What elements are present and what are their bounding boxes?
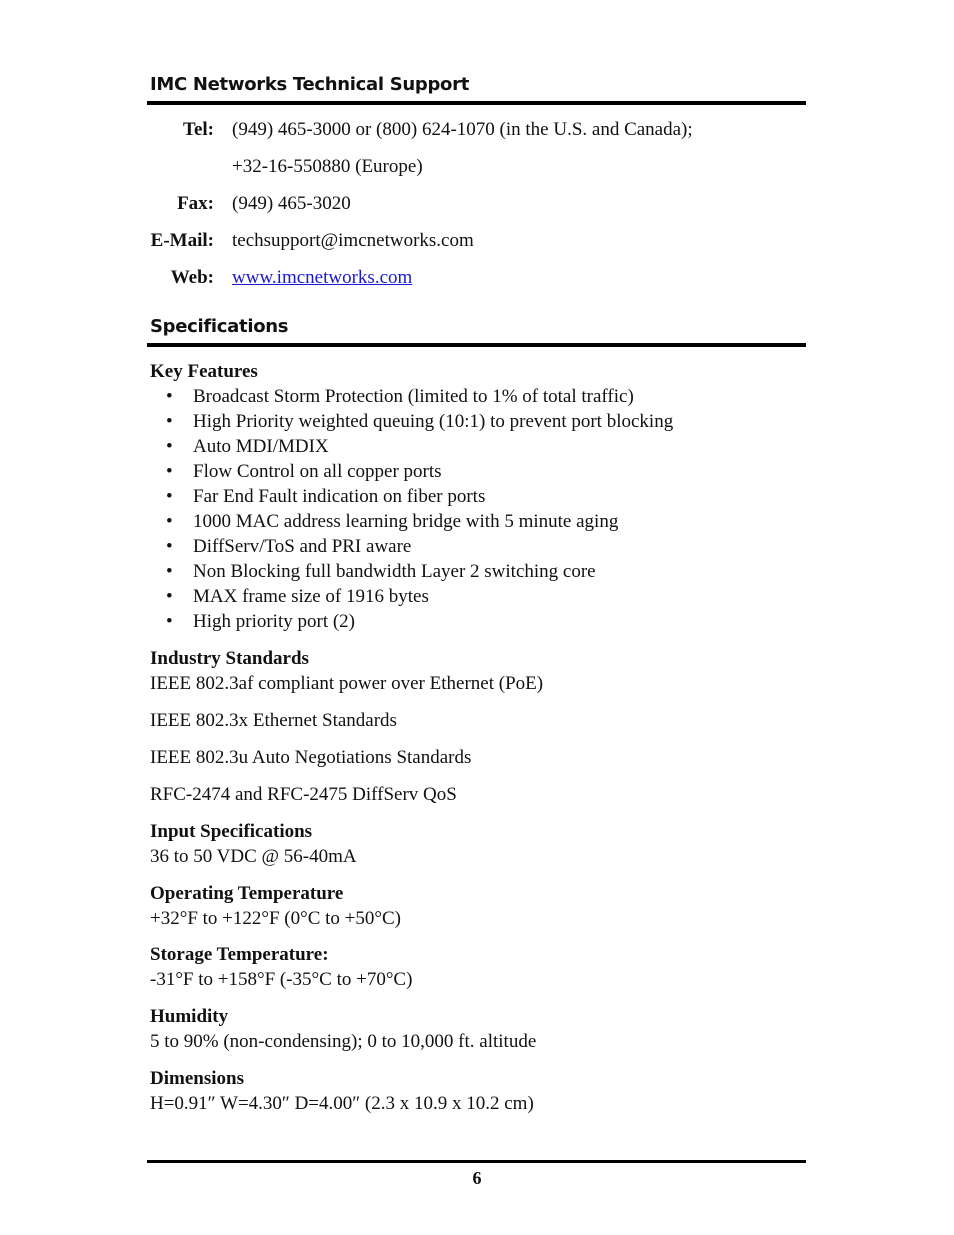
bullet-icon: •: [166, 436, 173, 457]
bullet-icon: •: [166, 511, 173, 532]
web-value: [232, 267, 412, 289]
specifications-section-rule: [147, 343, 806, 347]
website-link[interactable]: www.imcnetworks.com: [232, 267, 413, 288]
bullet-icon: •: [166, 561, 173, 582]
operating-temperature-value: +32°F to +122°F (0°C to +50°C): [150, 908, 401, 929]
dimensions-heading: Dimensions: [150, 1068, 244, 1089]
page-number: 6: [472, 1168, 482, 1188]
input-specifications-value: 36 to 50 VDC @ 56-40mA: [150, 846, 357, 867]
operating-temperature-heading: Operating Temperature: [150, 883, 344, 904]
bullet-icon: •: [166, 411, 173, 432]
email-value: techsupport@imcnetworks.com: [232, 230, 474, 251]
bullet-icon: •: [166, 386, 173, 407]
footer-rule: [147, 1160, 806, 1163]
dimensions-value: H=0.91″ W=4.30″ D=4.00″ (2.3 x 10.9 x 10.2 cm): [150, 1093, 534, 1114]
standard-item: RFC-2474 and RFC-2475 DiffServ QoS: [150, 784, 457, 805]
bullet-icon: •: [166, 536, 173, 557]
bullet-icon: •: [166, 461, 173, 482]
specifications-section-title: Specifications: [150, 316, 289, 337]
bullet-icon: •: [166, 486, 173, 507]
email-label: E-Mail:: [150, 230, 214, 251]
bullet-icon: •: [166, 586, 173, 607]
standard-item: IEEE 802.3af compliant power over Ethernet (PoE): [150, 673, 544, 694]
tel-value: (949) 465-3000 or (800) 624-1070 (in the U.S. and Canada);: [232, 119, 693, 140]
support-section-title: IMC Networks Technical Support: [150, 74, 469, 95]
tel-europe-value: +32-16-550880 (Europe): [232, 156, 423, 177]
storage-temperature-value: -31°F to +158°F (-35°C to +70°C): [150, 969, 413, 990]
support-section-rule: [147, 101, 806, 105]
fax-value: (949) 465-3020: [232, 193, 351, 214]
bullet-icon: •: [166, 611, 173, 632]
manual-page: IMC Networks Technical Support Tel: (949) 465-3000 or (800) 624-1070 (in the U.S. and Canada); +32-16-550880 (Europe) Fax: (949) 465-3020 E-Mail: techsupport@imcnetworks.com Web: www.imcnetworks.com Specifications Key Features • Broadcast Storm Protection (limited to 1% of total traffic) • High Priority weighted queuing (10:1) to prevent port blocking • Auto MDI/MDIX • Flow Control on all copper ports • Far End Fault indication on fiber ports • 1000 MAC address learning bridge with 5 minute aging • DiffServ/ToS and PRI aware • Non Blocking full bandwidth Layer 2 switching core • MAX frame size of 1916 bytes • High priority port (2) Industry Standards IEEE 802.3af compliant power over Ethernet (PoE) IEEE 802.3x Ethernet Standards IEEE 802.3u Auto Negotiations Standards RFC-2474 and RFC-2475 DiffServ QoS Input Specifications 36 to 50 VDC @ 56-40mA Operating Temperature +32°F to +122°F (0°C to +50°C) Storage Temperature: -31°F to +158°F (-35°C to +70°C) Humidity 5 to 90% (non-condensing); 0 to 10,000 ft. altitude Dimensions H=0.91″ W=4.30″ D=4.00″ (2.3 x 10.9 x 10.2 cm) 6: [0, 0, 954, 1235]
input-specifications-heading: Input Specifications: [150, 821, 313, 842]
standard-item: IEEE 802.3u Auto Negotiations Standards: [150, 747, 472, 768]
tel-label: Tel:: [183, 119, 214, 140]
humidity-heading: Humidity: [150, 1006, 229, 1027]
key-features-heading: Key Features: [150, 361, 258, 382]
storage-temperature-heading: Storage Temperature:: [150, 944, 329, 965]
web-label: Web:: [170, 267, 214, 288]
standard-item: IEEE 802.3x Ethernet Standards: [150, 710, 397, 731]
humidity-value: 5 to 90% (non-condensing); 0 to 10,000 ft. altitude: [150, 1031, 537, 1052]
fax-label: Fax:: [177, 193, 214, 214]
industry-standards-heading: Industry Standards: [150, 648, 309, 669]
